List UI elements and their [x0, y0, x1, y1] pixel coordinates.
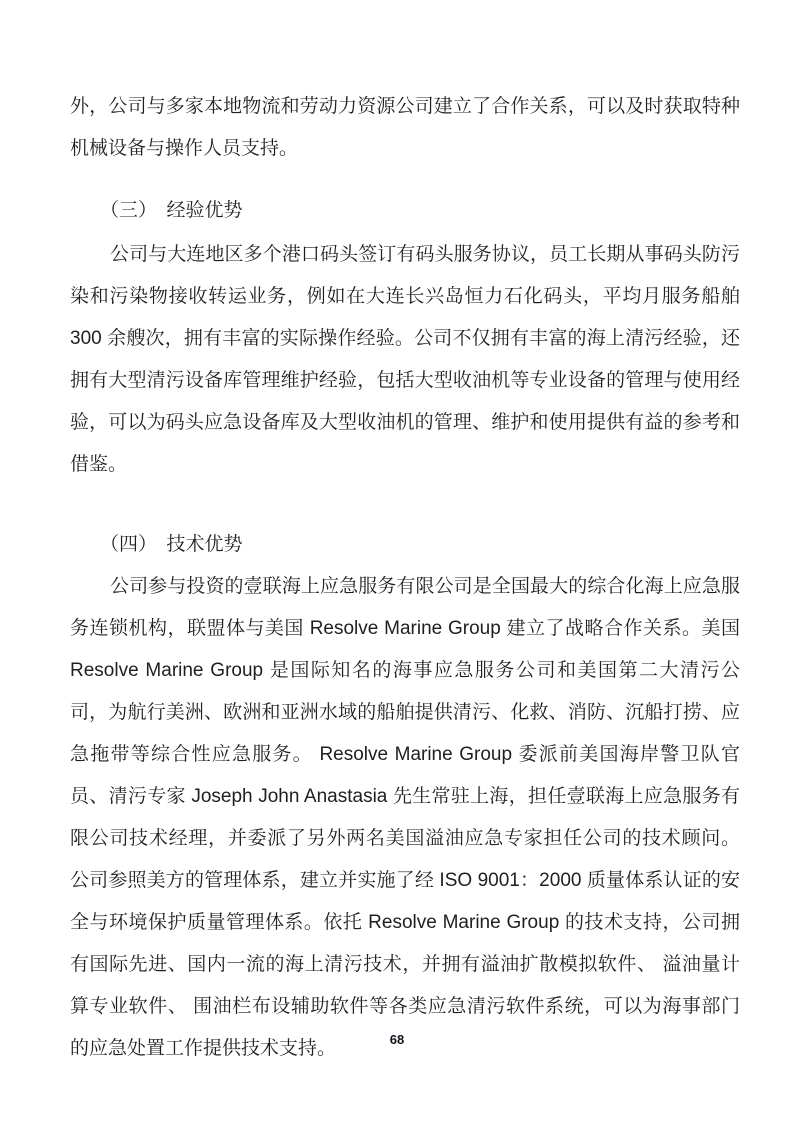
paragraph-continuation: 外，公司与多家本地物流和劳动力资源公司建立了合作关系，可以及时获取特种机械设备与操作人员支持。 [70, 96, 740, 159]
section-heading-experience: （三） 经验优势 [100, 200, 243, 221]
page-number: 68 [389, 1032, 405, 1047]
paragraph-experience: 公司与大连地区多个港口码头签订有码头服务协议，员工长期从事码头防污染和污染物接收转运业务，例如在大连长兴岛恒力石化码头，平均月服务船舶 300 余艘次，拥有丰富的实际操作经验。公司不仅拥有丰富的海上清污经验，还拥有大型清污设备库管理维护经验，包括大型收油机等专业设备的管理与使用经验，可以为码头应急设备库及大型收油机的管理、维护和使用提供有益的参考和借鉴。 [70, 244, 740, 475]
paragraph-technology: 公司参与投资的壹联海上应急服务有限公司是全国最大的综合化海上应急服务连锁机构，联盟体与美国 Resolve Marine Group 建立了战略合作关系。美国 Resolve Marine Group 是国际知名的海事应急服务公司和美国第二大清污公司，为航行美洲、欧洲和亚洲水域的船舶提供清污、化救、消防、沉船打捞、应急拖带等综合性应急服务。 Resolve Marine Group 委派前美国海岸警卫队官员、清污专家 Joseph John Anastasia 先生常驻上海，担任壹联海上应急服务有限公司技术经理，并委派了另外两名美国溢油应急专家担任公司的技术顾问。 公司参照美方的管理体系，建立并实施了经 ISO 9001：2000 质量体系认证的安全与环境保护质量管理体系。依托 Resolve Marine Group 的技术支持，公司拥有国际先进、国内一流的海上清污技术，并拥有溢油扩散模拟软件、 溢油量计算专业软件、 围油栏布设辅助软件等各类应急清污软件系统，可以为海事部门的应急处置工作提供技术支持。 [70, 576, 740, 1059]
section-heading-technology: （四） 技术优势 [100, 534, 243, 555]
